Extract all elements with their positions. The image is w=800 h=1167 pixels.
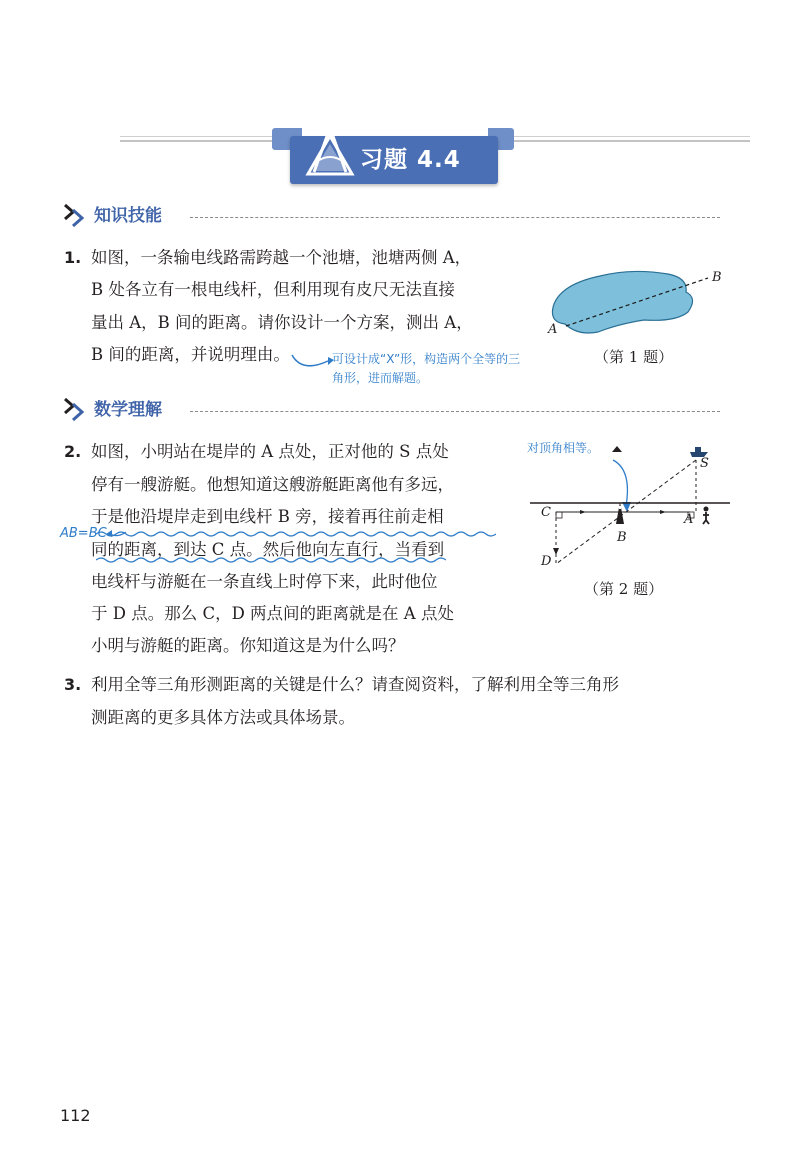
problem-text-line: 如图，一条输电线路需跨越一个池塘，池塘两侧 A， bbox=[91, 248, 472, 267]
section-divider bbox=[190, 217, 720, 218]
problem-text-line: 小明与游艇的距离。你知道这是为什么吗？ bbox=[91, 636, 405, 655]
figure-label: B bbox=[712, 270, 722, 285]
compass-triangle-icon bbox=[300, 122, 360, 182]
section-title: 数学理解 bbox=[94, 400, 162, 420]
wavy-underline bbox=[96, 520, 496, 542]
figure-caption: （第 2 题） bbox=[584, 580, 664, 598]
annotation-arrow-icon bbox=[288, 345, 336, 375]
section-knowledge-skills bbox=[62, 202, 762, 232]
problem-text-line: 量出 A，B 间的距离。请你设计一个方案，测出 A， bbox=[91, 313, 473, 332]
figure-caption: （第 1 题） bbox=[594, 348, 674, 366]
figure-label: C bbox=[541, 505, 551, 520]
problem-text-line: 同的距离，到达 C 点。然后他向左直行，当看到 bbox=[91, 540, 445, 559]
annotation-arrow-icon bbox=[104, 528, 128, 540]
chevron-right-icon bbox=[62, 202, 90, 230]
handwritten-note: 可设计成“X”形，构造两个全等的三 bbox=[332, 352, 521, 366]
figure-label: D bbox=[541, 554, 552, 569]
problem-text-line: B 间的距离，并说明理由。 bbox=[91, 345, 290, 364]
figure-label: B bbox=[617, 530, 627, 545]
figure-label: S bbox=[700, 456, 709, 471]
problem-text-line: 测距离的更多具体方法或具体场景。 bbox=[91, 708, 355, 727]
pond-figure bbox=[540, 262, 730, 340]
problem-text-line: 电线杆与游艇在一条直线上时停下来，此时他位 bbox=[91, 572, 438, 591]
problem-text-line: 于是他沿堤岸走到电线杆 B 旁，接着再往前走相 bbox=[91, 507, 444, 526]
problem-number: 2. bbox=[64, 442, 82, 461]
problem-text-line: 停有一艘游艇。他想知道这艘游艇距离他有多远， bbox=[91, 475, 454, 494]
handwritten-note: AB=BC bbox=[60, 526, 107, 541]
page-number: 112 bbox=[60, 1106, 91, 1125]
figure-label: A bbox=[684, 512, 694, 527]
section-math-understanding bbox=[62, 396, 762, 426]
problem-text-line: 于 D 点。那么 C，D 两点间的距离就是在 A 点处 bbox=[91, 604, 454, 623]
handwritten-note: 角形，进而解题。 bbox=[332, 371, 429, 385]
problem-number: 1. bbox=[64, 248, 82, 267]
problem-text-line: 利用全等三角形测距离的关键是什么？请查阅资料，了解利用全等三角形 bbox=[91, 675, 619, 694]
figure-label: A bbox=[548, 322, 558, 337]
handwritten-note: 对顶角相等。 bbox=[527, 441, 600, 455]
problem-number: 3. bbox=[64, 675, 82, 694]
wavy-underline bbox=[96, 552, 446, 568]
problem-text-line: 如图，小明站在堤岸的 A 点处，正对他的 S 点处 bbox=[91, 442, 449, 461]
section-divider bbox=[190, 411, 720, 412]
banner-title: 习题 4.4 bbox=[360, 147, 461, 173]
problem-text-line: B 处各立有一根电线杆，但利用现有皮尺无法直接 bbox=[91, 280, 455, 299]
chevron-right-icon bbox=[62, 396, 90, 424]
section-title: 知识技能 bbox=[94, 206, 162, 226]
